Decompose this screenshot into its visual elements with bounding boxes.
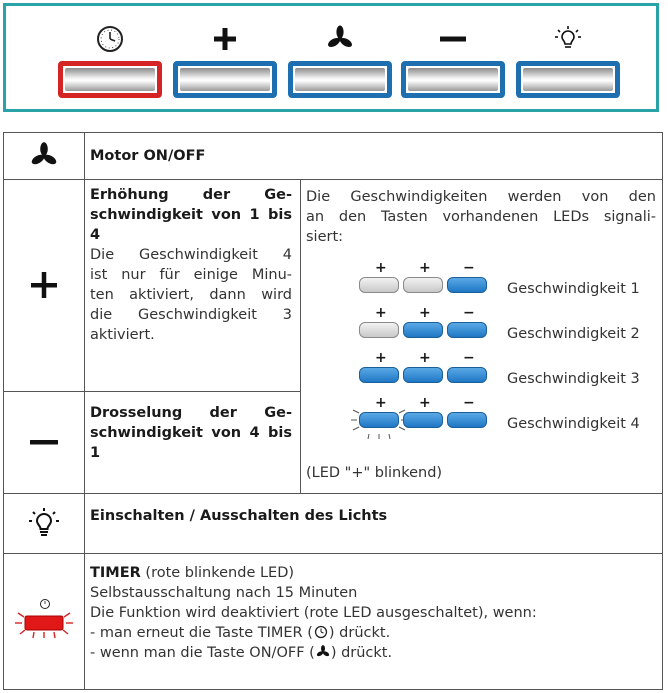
timer-button[interactable]: [58, 61, 162, 98]
speed-level-label: Geschwindigkeit 1: [507, 281, 640, 297]
plus-icon: [4, 179, 84, 391]
led-indicator-on: [403, 367, 443, 383]
speed-level-row: [359, 306, 659, 346]
led-key-mark: +: [375, 395, 387, 411]
speed-level-row: [359, 396, 659, 436]
speed-up-note: Die Geschwindigkeit 4: [90, 247, 292, 263]
timer-description: TIMER (rote blinkende LED) Selbstausschaltung nach 15 Minuten Die Funktion wird deaktiviert (rote LED ausgeschaltet), wenn: - man erneut die Taste TIMER ( ) drückt. - wenn man die Taste ON/OFF ( ) drückt.: [90, 565, 537, 661]
led-indicator-on: [447, 412, 487, 428]
speed-up-description: [90, 185, 292, 345]
speed-level-label: Geschwindigkeit 3: [507, 371, 640, 387]
speed-down-button[interactable]: [401, 61, 505, 98]
clock-icon: [313, 625, 329, 639]
speed-led-intro: Die Geschwindigkeiten werden von den an den Tasten vorhandenen LEDs signali- siert:: [306, 189, 656, 245]
light-description: Einschalten / Ausschalten des Lichts: [90, 508, 388, 524]
led-key-mark: −: [463, 395, 475, 411]
speed-up-note: die Geschwindigkeit 3: [90, 307, 292, 323]
led-indicator-off: [403, 277, 443, 293]
motor-button[interactable]: [288, 61, 392, 98]
fan-icon: [4, 133, 84, 179]
led-key-mark: +: [375, 260, 387, 276]
speed-up-button[interactable]: [173, 61, 277, 98]
speed-level-row: [359, 351, 659, 391]
blink-rays-icon: [351, 400, 407, 440]
led-key-mark: −: [463, 260, 475, 276]
bulb-icon: [548, 24, 588, 54]
led-indicator-on: [403, 412, 443, 428]
speed-level-label: Geschwindigkeit 4: [507, 416, 640, 432]
led-indicator-on: [447, 277, 487, 293]
speed-blink-note: (LED "+" blinkend): [306, 465, 443, 481]
led-indicator-on: [359, 367, 399, 383]
timer-blinking-led-icon: [4, 553, 84, 689]
speed-down-description: Drosselung der Ge- schwindigkeit von 4 bis 1: [90, 405, 292, 461]
led-key-mark: +: [419, 305, 431, 321]
led-key-mark: +: [419, 395, 431, 411]
motor-description: Motor ON/OFF: [90, 148, 206, 164]
control-panel: [3, 3, 659, 112]
speed-up-note: aktiviert.: [90, 327, 155, 343]
led-indicator-on: [403, 322, 443, 338]
led-indicator-on: [447, 322, 487, 338]
function-table: [3, 132, 663, 690]
speed-level-row: [359, 261, 659, 301]
led-indicator-off: [359, 277, 399, 293]
speed-up-title: schwindigkeit von 1 bis: [90, 207, 292, 223]
minus-icon: [4, 391, 84, 493]
led-indicator-off: [359, 322, 399, 338]
speed-up-note: ist nur für einige Minu-: [90, 267, 292, 283]
speed-up-title: Erhöhung der Ge-: [90, 187, 292, 203]
speed-level-label: Geschwindigkeit 2: [507, 326, 640, 342]
clock-icon: [90, 24, 130, 54]
led-key-mark: +: [375, 350, 387, 366]
speed-up-note: ten aktiviert, dann wird: [90, 287, 292, 303]
led-key-mark: −: [463, 350, 475, 366]
led-indicator-on: [447, 367, 487, 383]
minus-icon: [433, 24, 473, 54]
led-key-mark: +: [375, 305, 387, 321]
plus-icon: [205, 24, 245, 54]
timer-title: TIMER: [90, 565, 141, 581]
bulb-icon: [4, 493, 84, 553]
led-key-mark: +: [419, 260, 431, 276]
fan-icon: [315, 645, 331, 659]
fan-icon: [320, 24, 360, 54]
light-button[interactable]: [516, 61, 620, 98]
speed-up-title: 4: [90, 227, 101, 243]
led-key-mark: +: [419, 350, 431, 366]
led-key-mark: −: [463, 305, 475, 321]
